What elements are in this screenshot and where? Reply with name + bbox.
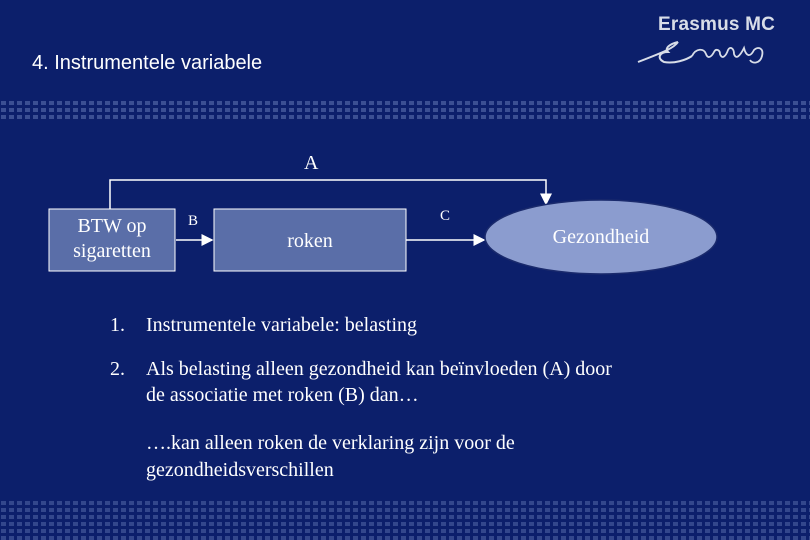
list-text: Als belasting alleen gezondheid kan beïnvloeden (A) door de associatie met roken (B) dan… [146, 358, 612, 406]
erasmus-mc-logo: Erasmus MC [658, 14, 776, 35]
bullet-list [110, 312, 626, 408]
slide-title: 4. Instrumentele variabele [32, 52, 263, 74]
label-c: C [440, 208, 451, 224]
node-btw-label: BTW op sigaretten [73, 215, 151, 262]
conclusion-text: ….kan alleen roken de verklaring zijn voor de gezondheidsverschillen [146, 432, 515, 481]
list-item [110, 312, 626, 338]
label-b: B [188, 213, 199, 229]
list-item [110, 356, 626, 408]
list-number: 1. [110, 314, 125, 336]
list-text: Instrumentele variabele: belasting [146, 314, 418, 336]
arrow-a [110, 180, 546, 209]
list-number: 2. [110, 358, 125, 380]
label-a: A [304, 152, 319, 174]
node-roken-label: roken [287, 230, 333, 252]
node-gezondheid-label: Gezondheid [552, 226, 650, 248]
